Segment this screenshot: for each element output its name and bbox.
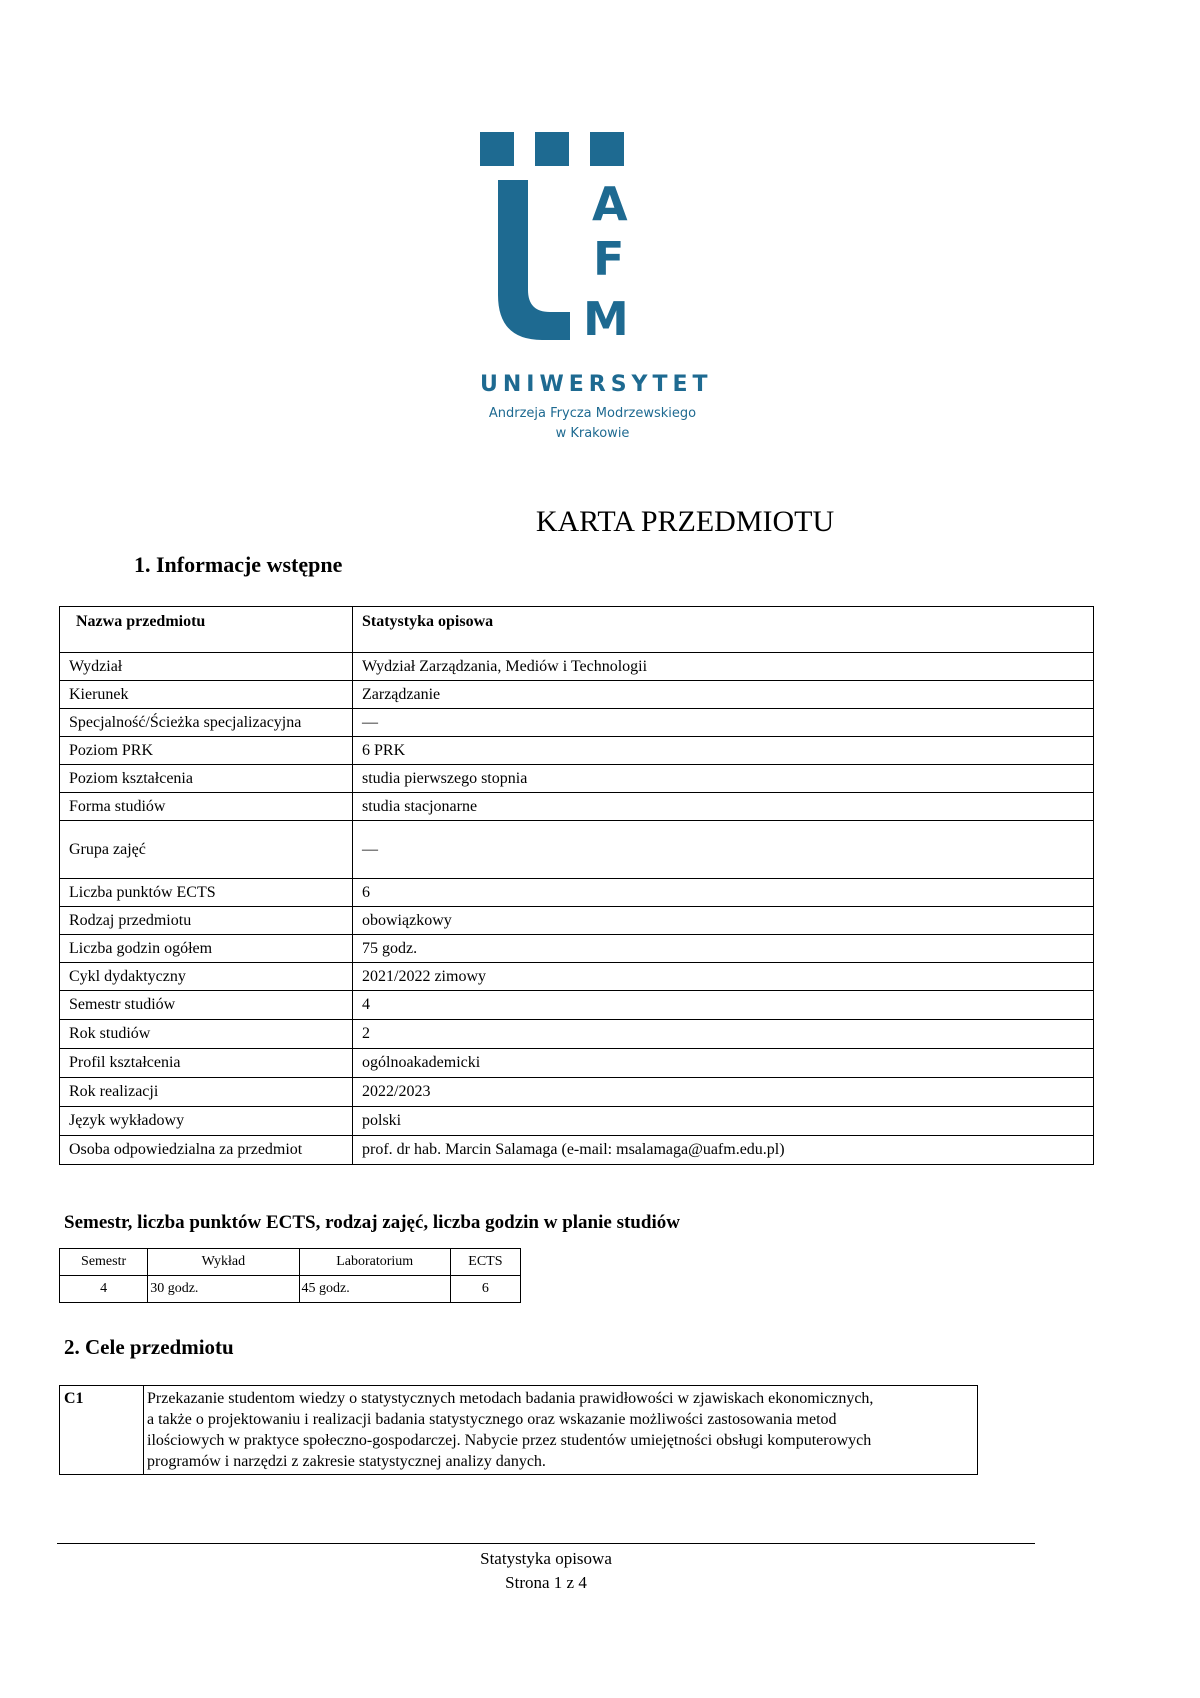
logo-u-shape xyxy=(498,180,570,340)
cell-laboratory: 45 godz. xyxy=(299,1276,450,1303)
goals-table xyxy=(59,1385,978,1475)
table-row xyxy=(60,907,1094,935)
row-value: studia stacjonarne xyxy=(353,793,1094,821)
page-title: KARTA PRZEDMIOTU xyxy=(535,505,835,538)
cell-ects: 6 xyxy=(450,1276,520,1303)
row-label: Poziom PRK xyxy=(60,737,353,765)
course-info-table xyxy=(59,606,1094,1165)
table-row xyxy=(60,765,1094,793)
row-label: Język wykładowy xyxy=(60,1107,353,1136)
row-value: prof. dr hab. Marcin Salamaga (e-mail: msalamaga@uafm.edu.pl) xyxy=(353,1136,1094,1165)
logo-subtitle-2: w Krakowie xyxy=(555,426,630,441)
logo-letter-m: M xyxy=(583,292,629,346)
footer-title: Statystyka opisowa xyxy=(480,1549,612,1568)
table-row xyxy=(60,793,1094,821)
row-label: Specjalność/Ścieżka specjalizacyjna xyxy=(60,709,353,737)
cell-semester: 4 xyxy=(60,1276,148,1303)
page-footer xyxy=(0,1547,1092,1595)
table-header-row xyxy=(60,1249,521,1276)
logo-letter-a: A xyxy=(592,177,628,231)
table-row xyxy=(60,821,1094,879)
logo-university-name: UNIWERSYTET xyxy=(480,372,713,397)
row-value: polski xyxy=(353,1107,1094,1136)
goal-line: a także o projektowaniu i realizacji badania statystycznego oraz wskazanie możliwości zastosowania metod xyxy=(147,1411,837,1428)
row-label: Forma studiów xyxy=(60,793,353,821)
row-value: ogólnoakademicki xyxy=(353,1049,1094,1078)
row-value: 2022/2023 xyxy=(353,1078,1094,1107)
col-header-semester: Semestr xyxy=(60,1249,148,1276)
course-name-value: Statystyka opisowa xyxy=(353,607,1094,653)
table-row xyxy=(60,963,1094,991)
table-row xyxy=(60,935,1094,963)
row-value: 4 xyxy=(353,991,1094,1020)
row-value: 6 PRK xyxy=(353,737,1094,765)
row-value: 2021/2022 zimowy xyxy=(353,963,1094,991)
goal-code: C1 xyxy=(60,1386,144,1475)
row-label: Grupa zajęć xyxy=(60,821,353,879)
footer-page-number: Strona 1 z 4 xyxy=(505,1573,587,1592)
row-label: Liczba godzin ogółem xyxy=(60,935,353,963)
semester-table xyxy=(59,1248,521,1303)
table-row xyxy=(60,1386,978,1475)
goal-description xyxy=(144,1386,978,1475)
row-label: Rodzaj przedmiotu xyxy=(60,907,353,935)
table-row xyxy=(60,709,1094,737)
row-label: Cykl dydaktyczny xyxy=(60,963,353,991)
goal-line: Przekazanie studentom wiedzy o statystycznych metodach badania prawidłowości w zjawiskach ekonomicznych, xyxy=(147,1390,874,1407)
logo-square-3 xyxy=(590,132,624,166)
logo-subtitle-1: Andrzeja Frycza Modrzewskiego xyxy=(488,406,697,421)
table-row xyxy=(60,653,1094,681)
col-header-laboratory: Laboratorium xyxy=(299,1249,450,1276)
row-label: Kierunek xyxy=(60,681,353,709)
logo-square-1 xyxy=(480,132,514,166)
section-2-heading: 2. Cele przedmiotu xyxy=(64,1335,234,1359)
row-value: Zarządzanie xyxy=(353,681,1094,709)
table-row xyxy=(60,1136,1094,1165)
table-row xyxy=(60,1049,1094,1078)
footer-divider xyxy=(57,1543,1035,1544)
row-value: obowiązkowy xyxy=(353,907,1094,935)
row-value: 6 xyxy=(353,879,1094,907)
cell-lecture: 30 godz. xyxy=(148,1276,299,1303)
table-row xyxy=(60,737,1094,765)
goal-line: programów i narzędzi z zakresie statystycznej analizy danych. xyxy=(147,1453,546,1470)
row-value: — xyxy=(353,709,1094,737)
col-header-lecture: Wykład xyxy=(148,1249,299,1276)
row-label: Osoba odpowiedzialna za przedmiot xyxy=(60,1136,353,1165)
row-value: studia pierwszego stopnia xyxy=(353,765,1094,793)
table-row xyxy=(60,681,1094,709)
section-1-heading: 1. Informacje wstępne xyxy=(134,552,343,577)
logo-square-2 xyxy=(535,132,569,166)
table-row xyxy=(60,879,1094,907)
row-value: — xyxy=(353,821,1094,879)
row-value: Wydział Zarządzania, Mediów i Technologii xyxy=(353,653,1094,681)
row-value: 75 godz. xyxy=(353,935,1094,963)
table-row xyxy=(60,1276,521,1303)
row-value: 2 xyxy=(353,1020,1094,1049)
semester-section-heading: Semestr, liczba punktów ECTS, rodzaj zajęć, liczba godzin w planie studiów xyxy=(64,1212,680,1233)
row-label: Rok studiów xyxy=(60,1020,353,1049)
row-label: Poziom kształcenia xyxy=(60,765,353,793)
table-row xyxy=(60,1107,1094,1136)
row-label: Rok realizacji xyxy=(60,1078,353,1107)
goal-line: ilościowych w praktyce społeczno-gospodarczej. Nabycie przez studentów umiejętności obsługi komputerowych xyxy=(147,1432,872,1449)
table-row xyxy=(60,991,1094,1020)
logo-letter-f: F xyxy=(593,232,625,286)
col-header-ects: ECTS xyxy=(450,1249,520,1276)
row-label: Profil kształcenia xyxy=(60,1049,353,1078)
table-row xyxy=(60,1078,1094,1107)
row-label: Semestr studiów xyxy=(60,991,353,1020)
course-name-label: Nazwa przedmiotu xyxy=(60,607,353,653)
row-label: Wydział xyxy=(60,653,353,681)
table-row xyxy=(60,607,1094,653)
table-row xyxy=(60,1020,1094,1049)
row-label: Liczba punktów ECTS xyxy=(60,879,353,907)
